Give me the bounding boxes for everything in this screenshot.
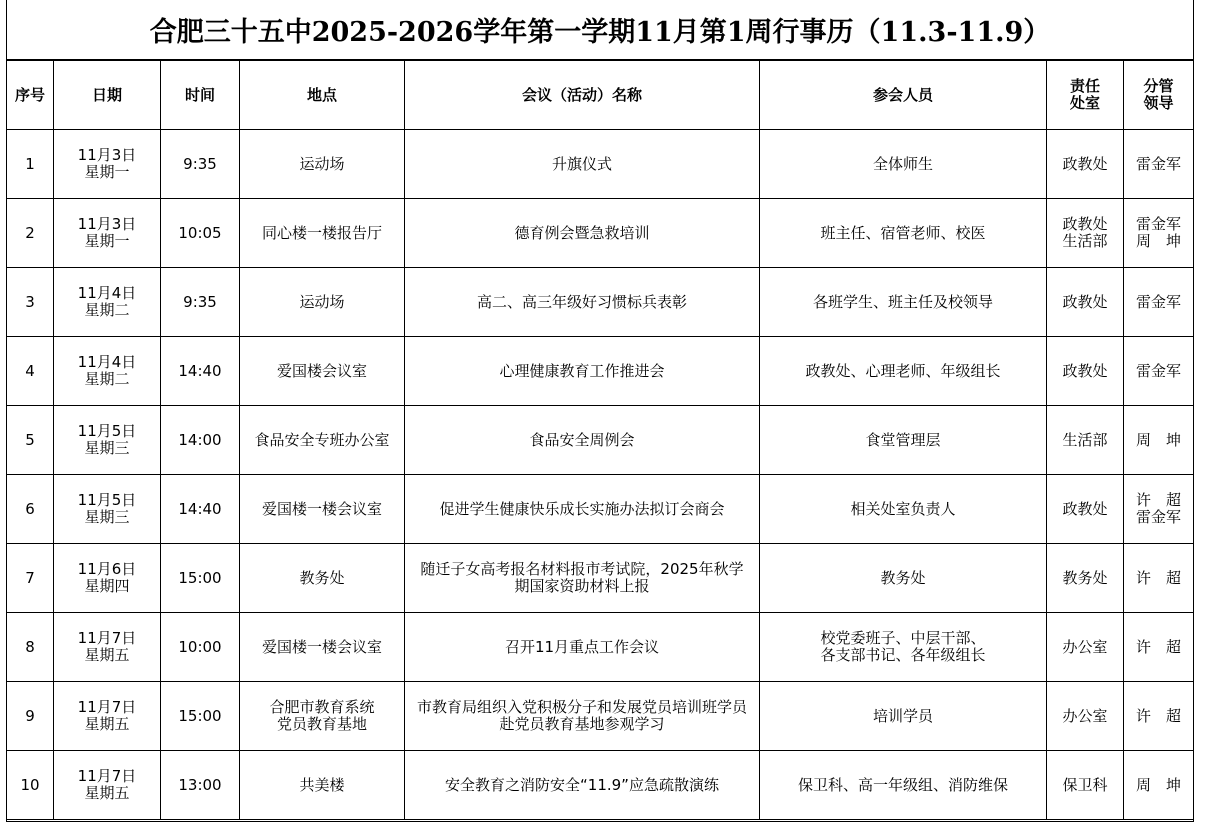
- cell-attendees: 各班学生、班主任及校领导: [760, 268, 1047, 337]
- header-attendees: 参会人员: [760, 61, 1047, 130]
- cell-attendees: 班主任、宿管老师、校医: [760, 199, 1047, 268]
- cell-time: 14:40: [161, 337, 240, 406]
- cell-location: 同心楼一楼报告厅: [240, 199, 405, 268]
- cell-time: 9:35: [161, 268, 240, 337]
- cell-event: 高二、高三年级好习惯标兵表彰: [405, 268, 760, 337]
- table-row: [7, 268, 1194, 337]
- table-row: [7, 613, 1194, 682]
- table-row: [7, 199, 1194, 268]
- cell-event: 安全教育之消防安全“11.9”应急疏散演练: [405, 751, 760, 820]
- table-row: [7, 544, 1194, 613]
- schedule-table: [6, 60, 1194, 820]
- cell-leader: 雷金军: [1124, 130, 1194, 199]
- cell-dept: 办公室: [1047, 682, 1124, 751]
- cell-time: 9:35: [161, 130, 240, 199]
- table-row: [7, 337, 1194, 406]
- cell-index: 9: [7, 682, 54, 751]
- cell-index: 8: [7, 613, 54, 682]
- cell-date: 11月3日 星期一: [54, 130, 161, 199]
- cell-date: 11月7日 星期五: [54, 613, 161, 682]
- cell-location: 运动场: [240, 268, 405, 337]
- cell-date: 11月7日 星期五: [54, 751, 161, 820]
- cell-attendees: 教务处: [760, 544, 1047, 613]
- cell-index: 6: [7, 475, 54, 544]
- cell-date: 11月5日 星期三: [54, 475, 161, 544]
- cell-dept: 生活部: [1047, 406, 1124, 475]
- cell-location: 爱国楼会议室: [240, 337, 405, 406]
- cell-leader: 许 超: [1124, 682, 1194, 751]
- cell-index: 4: [7, 337, 54, 406]
- header-event: 会议（活动）名称: [405, 61, 760, 130]
- cell-date: 11月4日 星期二: [54, 337, 161, 406]
- cell-attendees: 全体师生: [760, 130, 1047, 199]
- title-row: [7, 0, 1193, 60]
- cell-dept: 办公室: [1047, 613, 1124, 682]
- header-dept: 责任 处室: [1047, 61, 1124, 130]
- table-row: [7, 130, 1194, 199]
- cell-attendees: 相关处室负责人: [760, 475, 1047, 544]
- cell-leader: 许 超: [1124, 613, 1194, 682]
- cell-event: 心理健康教育工作推进会: [405, 337, 760, 406]
- cell-location: 共美楼: [240, 751, 405, 820]
- cell-time: 15:00: [161, 682, 240, 751]
- cell-location: 爱国楼一楼会议室: [240, 613, 405, 682]
- cell-event: 随迁子女高考报名材料报市考试院，2025年秋学 期国家资助材料上报: [405, 544, 760, 613]
- cell-location: 食品安全专班办公室: [240, 406, 405, 475]
- page-title: 合肥三十五中2025-2026学年第一学期11月第1周行事历（11.3-11.9）: [149, 17, 1051, 48]
- cell-event: 食品安全周例会: [405, 406, 760, 475]
- schedule-sheet: [6, 0, 1194, 822]
- cell-location: 合肥市教育系统 党员教育基地: [240, 682, 405, 751]
- table-row: [7, 475, 1194, 544]
- header-date: 日期: [54, 61, 161, 130]
- cell-date: 11月4日 星期二: [54, 268, 161, 337]
- cell-dept: 政教处: [1047, 475, 1124, 544]
- cell-dept: 政教处: [1047, 337, 1124, 406]
- cell-time: 10:05: [161, 199, 240, 268]
- cell-dept: 政教处: [1047, 130, 1124, 199]
- cell-time: 15:00: [161, 544, 240, 613]
- cell-attendees: 保卫科、高一年级组、消防维保: [760, 751, 1047, 820]
- header-location: 地点: [240, 61, 405, 130]
- header-row: [7, 61, 1194, 130]
- cell-leader: 许 超: [1124, 544, 1194, 613]
- cell-dept: 教务处: [1047, 544, 1124, 613]
- cell-index: 5: [7, 406, 54, 475]
- cell-attendees: 校党委班子、中层干部、 各支部书记、各年级组长: [760, 613, 1047, 682]
- table-row: [7, 682, 1194, 751]
- cell-leader: 雷金军: [1124, 337, 1194, 406]
- cell-index: 1: [7, 130, 54, 199]
- cell-leader: 许 超 雷金军: [1124, 475, 1194, 544]
- cell-index: 3: [7, 268, 54, 337]
- cell-dept: 政教处 生活部: [1047, 199, 1124, 268]
- cell-date: 11月5日 星期三: [54, 406, 161, 475]
- cell-date: 11月7日 星期五: [54, 682, 161, 751]
- cell-leader: 雷金军: [1124, 268, 1194, 337]
- cell-location: 爱国楼一楼会议室: [240, 475, 405, 544]
- header-index: 序号: [7, 61, 54, 130]
- cell-event: 市教育局组织入党积极分子和发展党员培训班学员 赴党员教育基地参观学习: [405, 682, 760, 751]
- cell-leader: 周 坤: [1124, 751, 1194, 820]
- cell-date: 11月3日 星期一: [54, 199, 161, 268]
- cell-dept: 政教处: [1047, 268, 1124, 337]
- cell-event: 德育例会暨急救培训: [405, 199, 760, 268]
- cell-index: 2: [7, 199, 54, 268]
- table-row: [7, 751, 1194, 820]
- cell-date: 11月6日 星期四: [54, 544, 161, 613]
- cell-attendees: 食堂管理层: [760, 406, 1047, 475]
- cell-attendees: 培训学员: [760, 682, 1047, 751]
- cell-leader: 周 坤: [1124, 406, 1194, 475]
- header-time: 时间: [161, 61, 240, 130]
- cell-time: 14:00: [161, 406, 240, 475]
- cell-index: 7: [7, 544, 54, 613]
- cell-leader: 雷金军 周 坤: [1124, 199, 1194, 268]
- cell-index: 10: [7, 751, 54, 820]
- cell-event: 召开11月重点工作会议: [405, 613, 760, 682]
- cell-location: 教务处: [240, 544, 405, 613]
- cell-time: 14:40: [161, 475, 240, 544]
- header-leader: 分管 领导: [1124, 61, 1194, 130]
- cell-time: 10:00: [161, 613, 240, 682]
- cell-event: 升旗仪式: [405, 130, 760, 199]
- cell-dept: 保卫科: [1047, 751, 1124, 820]
- cell-event: 促进学生健康快乐成长实施办法拟订会商会: [405, 475, 760, 544]
- table-row: [7, 406, 1194, 475]
- cell-location: 运动场: [240, 130, 405, 199]
- cell-time: 13:00: [161, 751, 240, 820]
- cell-attendees: 政教处、心理老师、年级组长: [760, 337, 1047, 406]
